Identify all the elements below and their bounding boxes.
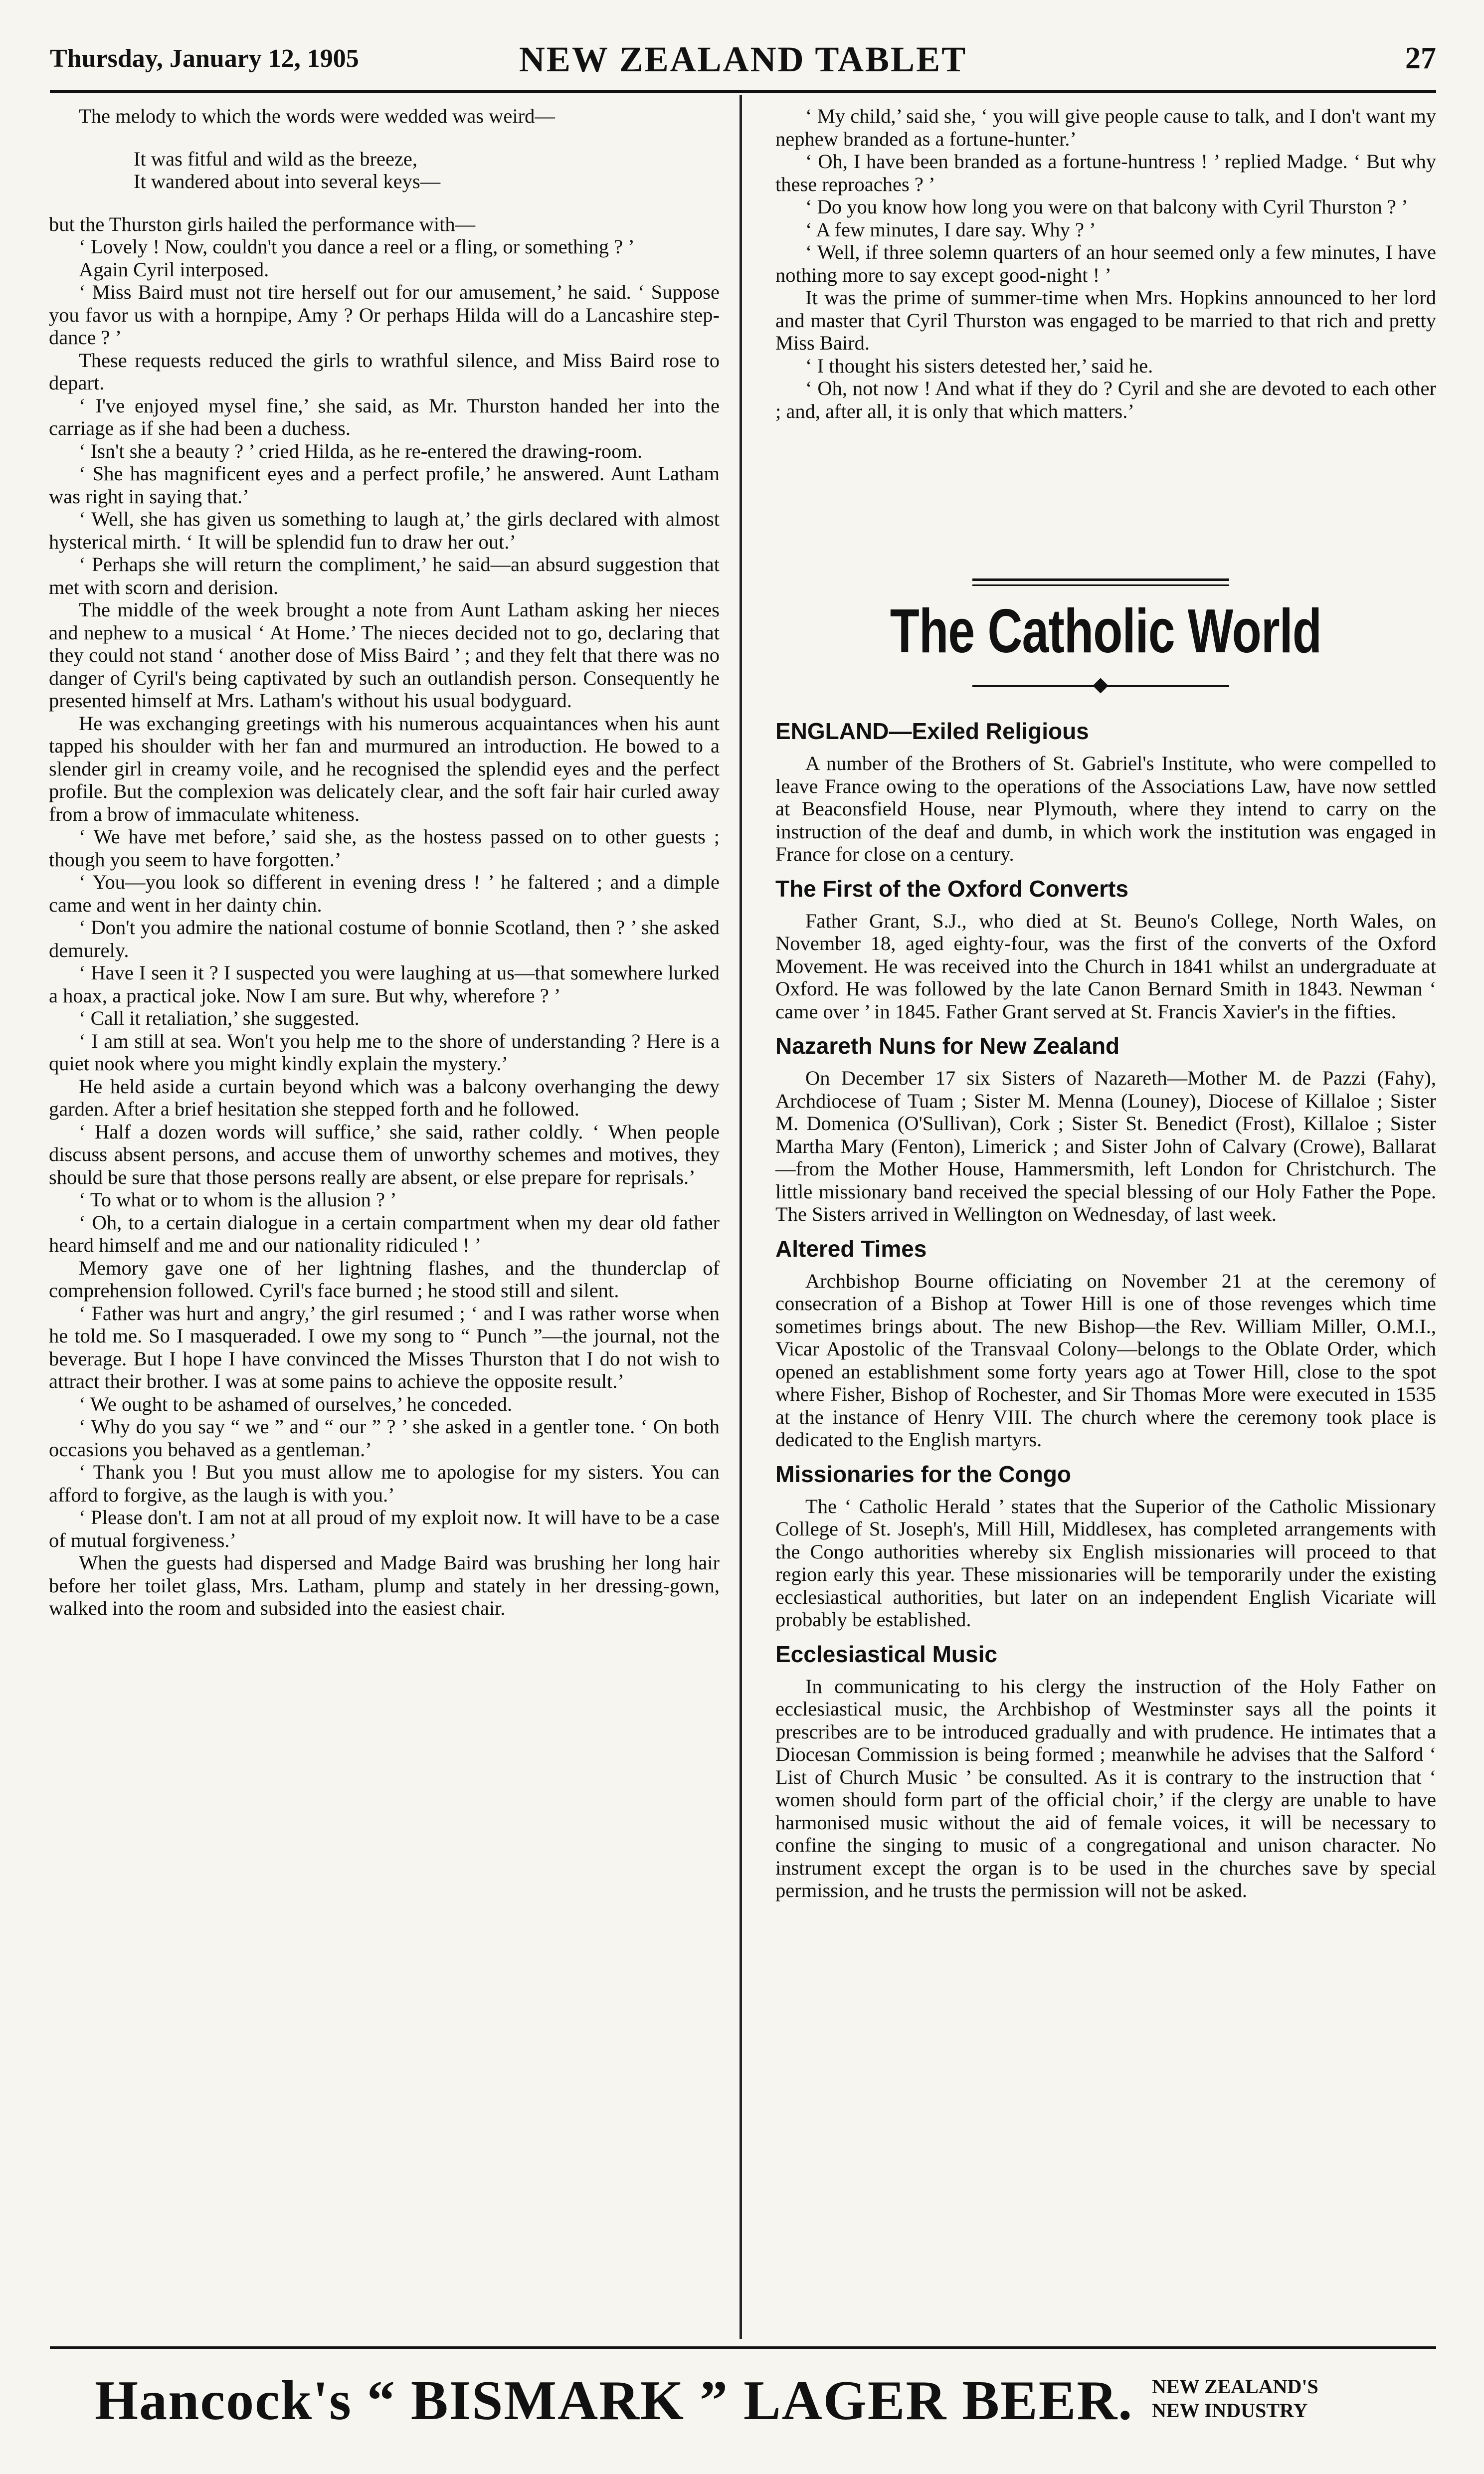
ad-tagline-line: NEW INDUSTRY <box>1152 2399 1308 2422</box>
story-paragraph: ‘ She has magnificent eyes and a perfect profile,’ he answered. Aunt Latham was right in saying that.’ <box>49 462 720 508</box>
ad-tagline-line: NEW ZEALAND'S <box>1152 2375 1318 2398</box>
story-paragraph: ‘ Well, she has given us something to laugh at,’ the girls declared with almost hysterical mirth. ‘ It will be splendid fun to draw her out.’ <box>49 508 720 553</box>
story-paragraph: ‘ I thought his sisters detested her,’ said he. <box>805 354 1153 377</box>
news-heading: Nazareth Nuns for New Zealand <box>775 1033 1120 1059</box>
story-paragraph: ‘ Isn't she a beauty ? ’ cried Hilda, as he re-entered the drawing-room. <box>79 439 642 462</box>
news-heading: Ecclesiastical Music <box>775 1641 997 1667</box>
story-paragraph: These requests reduced the girls to wrathful silence, and Miss Baird rose to depart. <box>49 349 720 394</box>
diamond-ornament-icon <box>1093 678 1108 693</box>
story-paragraph: ‘ Thank you ! But you must allow me to apologise for my sisters. You can afford to forgive, as the laugh is with you.’ <box>49 1461 720 1506</box>
story-paragraph: ‘ Half a dozen words will suffice,’ she said, rather coldly. ‘ When people discuss absent persons, and accuse them of unworthy schemes and motives, they should be sure that those persons really are absent, or else prepare for reprisals.’ <box>49 1120 720 1188</box>
section-title: The Catholic World <box>890 597 1322 666</box>
story-paragraph: ‘ We have met before,’ said she, as the hostess passed on to other guests ; though you seem to have forgotten.’ <box>49 825 720 871</box>
news-heading: Missionaries for the Congo <box>775 1461 1071 1487</box>
banner-rule-top-thin <box>972 584 1229 586</box>
story-paragraph: Again Cyril interposed. <box>79 258 269 281</box>
ad-tagline <box>1152 2375 1318 2423</box>
story-verse <box>49 148 720 193</box>
story-paragraph: ‘ Oh, I have been branded as a fortune-huntress ! ’ replied Madge. ‘ But why these reproaches ? ’ <box>775 150 1436 195</box>
news-heading: Altered Times <box>775 1235 927 1262</box>
story-paragraph: The middle of the week brought a note from Aunt Latham asking her nieces and nephew to a musical ‘ At Home.’ The nieces decided not to go, declaring that they could not stand ‘ another dose of Miss Baird ’ ; and they felt that there was no danger of Cyril's being captivated by such an outlandish person. Consequently he presented himself at Mrs. Latham's without his usual bodyguard. <box>49 598 720 712</box>
story-paragraph: ‘ Do you know how long you were on that balcony with Cyril Thurston ? ’ <box>805 195 1408 218</box>
story-paragraph: Memory gave one of her lightning flashes, and the thunderclap of comprehension followed. Cyril's face burned ; he stood still and silent. <box>49 1256 720 1302</box>
column-divider <box>740 95 742 2339</box>
story-paragraph: When the guests had dispersed and Madge Baird was brushing her long hair before her toilet glass, Mrs. Latham, plump and stately in her dressing-gown, walked into the room and subsided into the easiest chair. <box>49 1551 720 1619</box>
story-paragraph: ‘ We ought to be ashamed of ourselves,’ he conceded. <box>79 1392 513 1415</box>
story-paragraph: ‘ To what or to whom is the allusion ? ’ <box>79 1188 397 1211</box>
story-paragraph: ‘ Lovely ! Now, couldn't you dance a reel or a fling, or something ? ’ <box>79 235 635 258</box>
news-heading: The First of the Oxford Converts <box>775 875 1128 902</box>
story-paragraph: ‘ Father was hurt and angry,’ the girl resumed ; ‘ and I was rather worse when he told me. So I masqueraded. I owe my song to “ Punch ”—the journal, not the beverage. But I hope I have convinced the Misses Thurston that I do not wish to attract their brother. I was at some pains to achieve the opposite result.’ <box>49 1302 720 1392</box>
story-paragraph: ‘ A few minutes, I dare say. Why ? ’ <box>805 218 1096 241</box>
story-paragraph: ‘ Well, if three solemn quarters of an hour seemed only a few minutes, I have nothing more to say except good-night ! ’ <box>775 241 1436 286</box>
news-body: A number of the Brothers of St. Gabriel's Institute, who were compelled to leave France owing to the operations of the Associations Law, have now settled at Beaconsfield House, near Plymouth, where they intend to carry on the instruction of the deaf and dumb, in which work the institution was engaged in France for close on a century. <box>775 752 1436 865</box>
footer-rule <box>50 2346 1436 2349</box>
story-paragraph: It was the prime of summer-time when Mrs. Hopkins announced to her lord and master that Cyril Thurston was engaged to be married to that rich and pretty Miss Baird. <box>775 286 1436 354</box>
story-paragraph: ‘ Call it retaliation,’ she suggested. <box>79 1007 360 1029</box>
story-paragraph: ‘ Perhaps she will return the compliment,’ he said—an absurd suggestion that met with scorn and derision. <box>49 553 720 598</box>
page-header <box>50 39 1436 86</box>
story-paragraph: ‘ Don't you admire the national costume of bonnie Scotland, then ? ’ she asked demurely. <box>49 916 720 961</box>
catholic-world-column <box>775 717 1436 1902</box>
story-paragraph: ‘ Have I seen it ? I suspected you were laughing at us—that somewhere lurked a hoax, a practical joke. Now I am sure. But why, wherefore ? ’ <box>49 961 720 1007</box>
story-paragraph: ‘ Miss Baird must not tire herself out for our amusement,’ he said. ‘ Suppose you favor us with a hornpipe, Amy ? Or perhaps Hilda will do a Lancashire step-dance ? ’ <box>49 281 720 349</box>
story-paragraph: ‘ I've enjoyed mysel fine,’ she said, as Mr. Thurston handed her into the carriage as if she had been a duchess. <box>49 394 720 439</box>
issue-date: Thursday, January 12, 1905 <box>50 44 359 73</box>
story-paragraph: ‘ You—you look so different in evening dress ! ’ he faltered ; and a dimple came and went in her dainty chin. <box>49 871 720 916</box>
news-body: Archbishop Bourne officiating on November 21 at the ceremony of consecration of a Bishop at Tower Hill is one of those revenges which time sometimes brings about. The new Bishop—the Rev. William Miller, O.M.I., Vicar Apostolic of the Transvaal Colony—belongs to the Oblate Order, which opened an establishment some forty years ago at Tower Hill, close to the spot where Fisher, Bishop of Rochester, and Sir Thomas More were executed in 1535 at the instance of Henry VIII. The church where the ceremony took place is dedicated to the English martyrs. <box>775 1269 1436 1451</box>
news-body: On December 17 six Sisters of Nazareth—Mother M. de Pazzi (Fahy), Archdiocese of Tuam ; Sister M. Menna (Louney), Diocese of Killaloe ; Sister M. Domenica (O'Sullivan), Cork ; Sister St. Benedict (Frost), Killaloe ; Sister Martha Mary (Fenton), Limerick ; and Sister John of Calvary (Crowe), Ballarat—from the Mother House, Hammersmith, left London for Christchurch. The little missionary band received the special blessing of our Holy Father the Pope. The Sisters arrived in Wellington on Wednesday, of last week. <box>775 1067 1436 1225</box>
page-number: 27 <box>1405 41 1436 75</box>
story-continued-column <box>775 105 1436 422</box>
story-paragraph: ‘ Please don't. I am not at all proud of my exploit now. It will have to be a case of mutual forgiveness.’ <box>49 1506 720 1551</box>
news-body: The ‘ Catholic Herald ’ states that the Superior of the Catholic Missionary College of St. Joseph's, Mill Hill, Middlesex, has completed arrangements with the Congo authorities whereby six English missionaries will proceed to that region early this year. These missionaries will be temporarily under the existing ecclesiastical authorities, but later on an independent English Vicariate will probably be established. <box>775 1495 1436 1631</box>
story-paragraph: but the Thurston girls hailed the performance with— <box>49 212 476 235</box>
news-body: Father Grant, S.J., who died at St. Beuno's College, North Wales, on November 18, aged eighty-four, was the first of the converts of the Oxford Movement. He was received into the Church in 1841 whilst an undergraduate at Oxford. He was followed by the late Canon Bernard Smith in 1843. Newman ‘ came over ’ in 1845. Father Grant served at St. Francis Xavier's in the fifties. <box>775 909 1436 1023</box>
verse-line: It wandered about into several keys— <box>134 170 441 192</box>
story-paragraph: He was exchanging greetings with his numerous acquaintances when his aunt tapped his shoulder with her fan and murmured an introduction. He bowed to a slender girl in creamy voile, and he recognised the splendid eyes and the perfect profile. But the complexion was delicately clear, and the soft fair hair curled away from a brow of immaculate whiteness. <box>49 712 720 825</box>
story-column <box>49 105 720 1620</box>
masthead-title: NEW ZEALAND TABLET <box>519 39 967 79</box>
story-paragraph: He held aside a curtain beyond which was a balcony overhanging the dewy garden. After a brief hesitation she stepped forth and he followed. <box>49 1075 720 1120</box>
ad-headline: Hancock's “ BISMARK ” LAGER BEER. <box>95 2370 1133 2432</box>
news-body: In communicating to his clergy the instruction of the Holy Father on ecclesiastical music, the Archbishop of Westminster says all the points it prescribes are to be introduced gradually and with prudence. He intimates that a Diocesan Commission is being formed ; meanwhile he advises that the Salford ‘ List of Church Music ’ be consulted. As it is contrary to the instruction that ‘ women should form part of the official choir,’ if the clergy are unable to have harmonised music without the aid of female voices, it will be necessary to confine the singing to music of a congregational and unison character. No instrument except the organ is to be used in the churches save by special permission, and he trusts the permission will not be asked. <box>775 1675 1436 1902</box>
story-intro: The melody to which the words were wedded was weird— <box>79 105 555 127</box>
story-paragraph: ‘ My child,’ said she, ‘ you will give people cause to talk, and I don't want my nephew branded as a fortune-hunter.’ <box>775 105 1436 150</box>
header-rule <box>50 90 1436 93</box>
verse-line: It was fitful and wild as the breeze, <box>134 147 418 170</box>
story-paragraph: ‘ Why do you say “ we ” and “ our ” ? ’ she asked in a gentler tone. ‘ On both occasions you behaved as a gentleman.’ <box>49 1415 720 1461</box>
advertisement-banner <box>50 2364 1436 2439</box>
banner-rule-top <box>972 578 1229 581</box>
story-paragraph: ‘ I am still at sea. Won't you help me to the shore of understanding ? Here is a quiet nook where you might kindly explain the mystery.’ <box>49 1029 720 1075</box>
news-heading: ENGLAND—Exiled Religious <box>775 718 1089 744</box>
story-paragraph: ‘ Oh, to a certain dialogue in a certain compartment when my dear old father heard himself and me and our nationality ridiculed ! ’ <box>49 1211 720 1256</box>
story-paragraph: ‘ Oh, not now ! And what if they do ? Cyril and she are devoted to each other ; and, after all, it is only that which matters.’ <box>775 377 1436 422</box>
